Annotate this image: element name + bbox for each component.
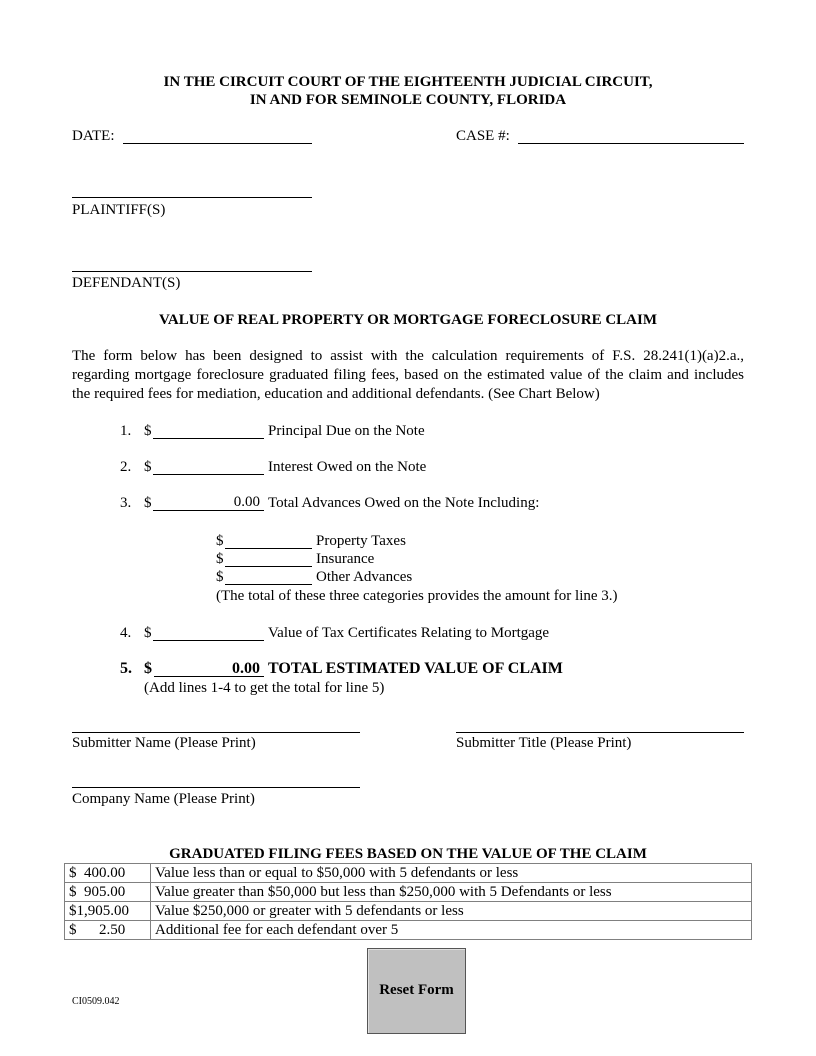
fee-amount: $ 905.00 — [65, 883, 151, 902]
item-4-currency: $ — [144, 625, 152, 641]
fees-table-title: GRADUATED FILING FEES BASED ON THE VALUE OF THE CLAIM — [169, 846, 647, 862]
property-taxes-currency: $ — [216, 533, 224, 549]
item-5-currency: $ — [144, 660, 152, 677]
item-5-number: 5. — [120, 660, 132, 677]
item-5-note: (Add lines 1-4 to get the total for line 5) — [144, 680, 385, 696]
item-1-number: 1. — [120, 423, 132, 439]
table-row — [65, 921, 752, 940]
plaintiff-label: PLAINTIFF(S) — [72, 202, 166, 218]
submitter-name-label: Submitter Name (Please Print) — [72, 735, 256, 751]
item-2-number: 2. — [120, 459, 132, 475]
other-advances-label: Other Advances — [316, 569, 413, 585]
fee-amount: $ 2.50 — [65, 921, 151, 940]
item-1-label: Principal Due on the Note — [268, 423, 425, 439]
item-1-currency: $ — [144, 423, 152, 439]
insurance-field[interactable] — [225, 550, 312, 567]
plaintiff-field[interactable] — [72, 181, 312, 198]
item-3-number: 3. — [120, 495, 132, 511]
fee-amount: $ 400.00 — [65, 864, 151, 883]
fee-description: Additional fee for each defendant over 5 — [151, 921, 752, 940]
table-row — [65, 883, 752, 902]
company-name-label: Company Name (Please Print) — [72, 791, 255, 807]
interest-owed-field[interactable] — [153, 458, 264, 475]
item-3-label: Total Advances Owed on the Note Including: — [268, 495, 540, 511]
fee-description: Value $250,000 or greater with 5 defendants or less — [151, 902, 752, 921]
subitems-note: (The total of these three categories provides the amount for line 3.) — [216, 588, 618, 604]
form-title: VALUE OF REAL PROPERTY OR MORTGAGE FORECLOSURE CLAIM — [158, 312, 658, 328]
submitter-title-label: Submitter Title (Please Print) — [456, 735, 632, 751]
date-field[interactable] — [123, 127, 312, 144]
submitter-title-field[interactable] — [456, 716, 744, 733]
other-advances-currency: $ — [216, 569, 224, 585]
reset-form-button[interactable]: Reset Form — [367, 948, 466, 1034]
form-code: CI0509.042 — [72, 996, 120, 1007]
table-row — [65, 902, 752, 921]
property-taxes-label: Property Taxes — [316, 533, 406, 549]
item-3-currency: $ — [144, 495, 152, 511]
submitter-name-field[interactable] — [72, 716, 360, 733]
item-4-label: Value of Tax Certificates Relating to Mortgage — [268, 625, 550, 641]
item-2-label: Interest Owed on the Note — [268, 459, 427, 475]
fee-amount: $1,905.00 — [65, 902, 151, 921]
item-2-currency: $ — [144, 459, 152, 475]
item-4-number: 4. — [120, 625, 132, 641]
intro-paragraph: The form below has been designed to assist with the calculation requirements of F.S. 28.241(1)(a)2.a., regarding mortgage foreclosure graduated filing fees, based on the estimated value of the claim and includes the required fees for mediation, education and additional defendants. (See Chart Below) — [72, 348, 744, 402]
court-title-line2: IN AND FOR SEMINOLE COUNTY, FLORIDA — [249, 92, 567, 108]
case-number-field[interactable] — [518, 127, 744, 144]
insurance-currency: $ — [216, 551, 224, 567]
fee-description: Value greater than $50,000 but less than $250,000 with 5 Defendants or less — [151, 883, 752, 902]
total-advances-field[interactable]: 0.00 — [153, 494, 264, 511]
fees-table — [64, 863, 752, 940]
defendant-field[interactable] — [72, 255, 312, 272]
property-taxes-field[interactable] — [225, 532, 312, 549]
date-label: DATE: — [72, 128, 115, 144]
company-name-field[interactable] — [72, 771, 360, 788]
item-5-label: TOTAL ESTIMATED VALUE OF CLAIM — [268, 660, 563, 677]
other-advances-field[interactable] — [225, 568, 312, 585]
case-number-label: CASE #: — [456, 128, 510, 144]
principal-due-field[interactable] — [153, 422, 264, 439]
total-value-field[interactable]: 0.00 — [154, 660, 264, 677]
table-row — [65, 864, 752, 883]
insurance-label: Insurance — [316, 551, 375, 567]
fee-description: Value less than or equal to $50,000 with 5 defendants or less — [151, 864, 752, 883]
defendant-label: DEFENDANT(S) — [72, 275, 181, 291]
tax-certificates-field[interactable] — [153, 624, 264, 641]
court-title-line1: IN THE CIRCUIT COURT OF THE EIGHTEENTH JUDICIAL CIRCUIT, — [163, 74, 653, 90]
